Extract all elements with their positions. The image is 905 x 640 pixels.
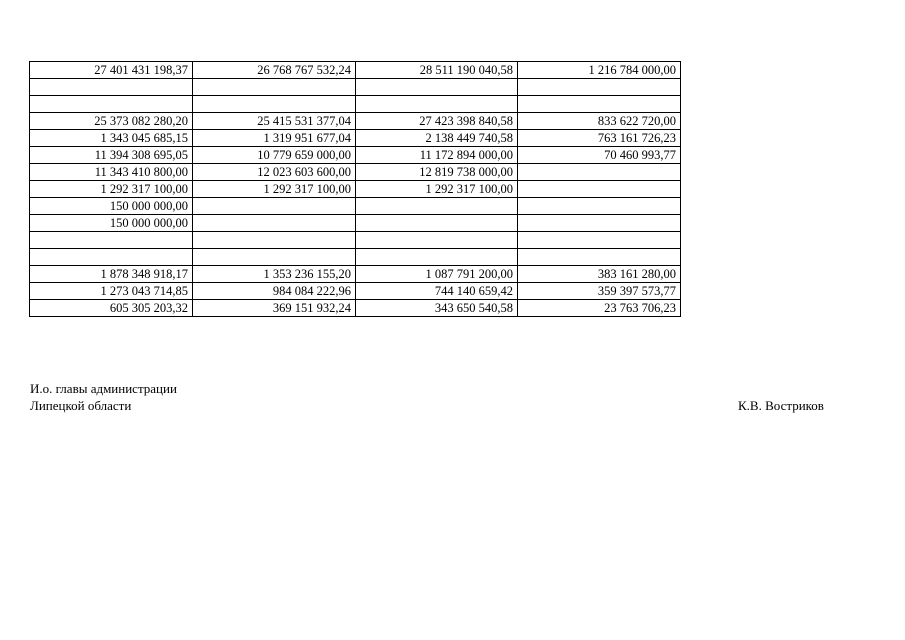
table-row (30, 198, 681, 215)
table-cell: 23 763 706,23 (518, 300, 681, 317)
table-row (30, 79, 681, 96)
table-row (30, 283, 681, 300)
table-cell: 1 878 348 918,17 (30, 266, 193, 283)
table-cell: 383 161 280,00 (518, 266, 681, 283)
table-cell: 605 305 203,32 (30, 300, 193, 317)
table-cell (193, 232, 356, 249)
table-cell: 12 819 738 000,00 (356, 164, 518, 181)
table-cell: 1 087 791 200,00 (356, 266, 518, 283)
table-row (30, 232, 681, 249)
table-cell: 26 768 767 532,24 (193, 62, 356, 79)
table-cell: 11 394 308 695,05 (30, 147, 193, 164)
table-cell (193, 198, 356, 215)
table-cell: 369 151 932,24 (193, 300, 356, 317)
table-cell: 1 216 784 000,00 (518, 62, 681, 79)
table-row (30, 215, 681, 232)
signatory-name: К.В. Востриков (738, 398, 824, 413)
table-cell: 10 779 659 000,00 (193, 147, 356, 164)
table-row (30, 164, 681, 181)
table-cell (356, 198, 518, 215)
table-cell: 1 343 045 685,15 (30, 130, 193, 147)
table-cell: 27 401 431 198,37 (30, 62, 193, 79)
table-cell (518, 215, 681, 232)
table-row (30, 113, 681, 130)
table-cell (193, 249, 356, 266)
table-cell (356, 96, 518, 113)
table-cell: 28 511 190 040,58 (356, 62, 518, 79)
table-cell (518, 79, 681, 96)
table-cell: 1 319 951 677,04 (193, 130, 356, 147)
table-cell: 984 084 222,96 (193, 283, 356, 300)
table-cell: 150 000 000,00 (30, 215, 193, 232)
table-cell (518, 164, 681, 181)
table-cell (518, 96, 681, 113)
table-row (30, 130, 681, 147)
table-cell (356, 215, 518, 232)
table-row (30, 62, 681, 79)
table-row (30, 147, 681, 164)
table-row (30, 249, 681, 266)
table-cell (30, 249, 193, 266)
table-cell: 763 161 726,23 (518, 130, 681, 147)
table-cell: 833 622 720,00 (518, 113, 681, 130)
table-cell: 12 023 603 600,00 (193, 164, 356, 181)
table-cell: 1 292 317 100,00 (30, 181, 193, 198)
table-cell: 1 292 317 100,00 (193, 181, 356, 198)
table-row (30, 266, 681, 283)
signatory-position (30, 380, 177, 414)
table-cell: 11 343 410 800,00 (30, 164, 193, 181)
table-cell (30, 96, 193, 113)
table-cell (518, 181, 681, 198)
table-row (30, 96, 681, 113)
table-cell (30, 79, 193, 96)
table-cell: 343 650 540,58 (356, 300, 518, 317)
budget-table (29, 61, 681, 317)
table-cell (193, 215, 356, 232)
table-cell: 359 397 573,77 (518, 283, 681, 300)
table-cell (356, 232, 518, 249)
table-cell: 25 373 082 280,20 (30, 113, 193, 130)
table-cell: 1 273 043 714,85 (30, 283, 193, 300)
table-cell: 150 000 000,00 (30, 198, 193, 215)
table-cell (356, 79, 518, 96)
signatory-position-line2: Липецкой области (30, 398, 132, 413)
table-cell: 11 172 894 000,00 (356, 147, 518, 164)
table-cell: 2 138 449 740,58 (356, 130, 518, 147)
table-cell (193, 96, 356, 113)
table-cell (518, 232, 681, 249)
signatory-position-line1: И.о. главы администрации (30, 381, 177, 396)
table-cell: 744 140 659,42 (356, 283, 518, 300)
table-cell: 27 423 398 840,58 (356, 113, 518, 130)
table-cell (518, 249, 681, 266)
table-cell (193, 79, 356, 96)
table-cell: 25 415 531 377,04 (193, 113, 356, 130)
table-cell: 70 460 993,77 (518, 147, 681, 164)
table-cell (356, 249, 518, 266)
table-cell: 1 292 317 100,00 (356, 181, 518, 198)
budget-table-body (30, 62, 681, 317)
table-cell (30, 232, 193, 249)
table-cell (518, 198, 681, 215)
table-row (30, 300, 681, 317)
table-cell: 1 353 236 155,20 (193, 266, 356, 283)
table-row (30, 181, 681, 198)
